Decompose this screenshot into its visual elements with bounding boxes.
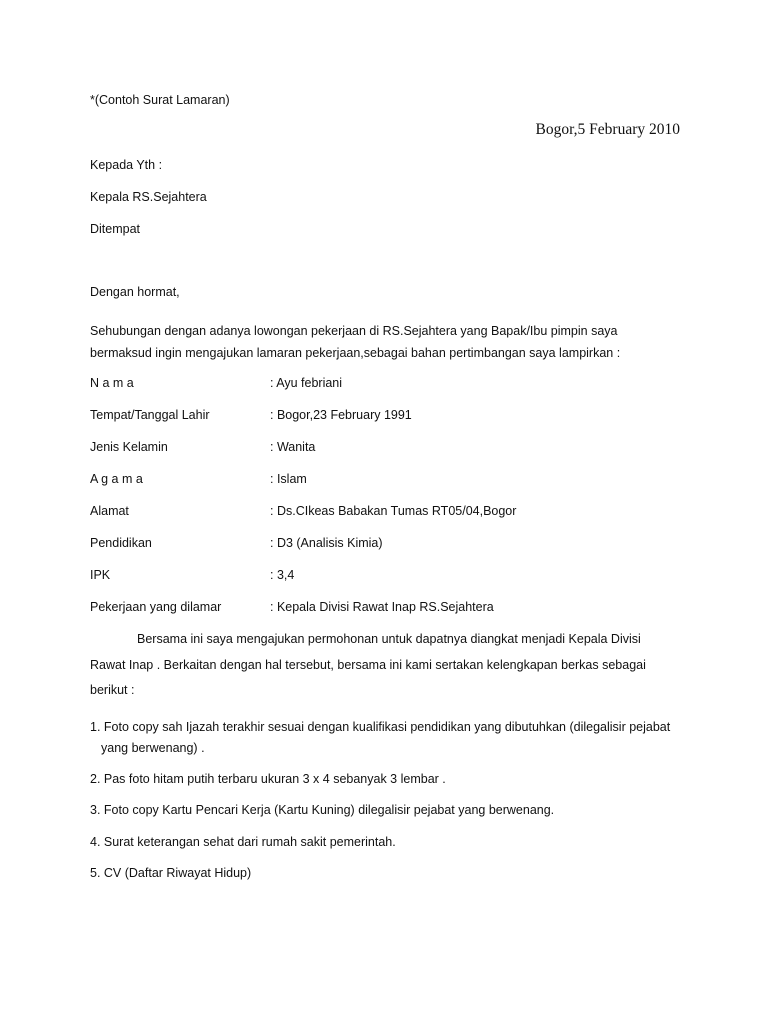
recipient-line: Kepada Yth : — [90, 158, 163, 172]
field-value: : Kepala Divisi Rawat Inap RS.Sejahtera — [270, 600, 494, 614]
field-label: Tempat/Tanggal Lahir — [90, 408, 210, 422]
recipient-line: Kepala RS.Sejahtera — [90, 190, 207, 204]
list-item: 4. Surat keterangan sehat dari rumah sakit pemerintah. — [90, 835, 396, 849]
field-value: : 3,4 — [270, 568, 295, 582]
body-paragraph: Bersama ini saya mengajukan permohonan untuk dapatnya diangkat menjadi Kepala Divisi — [137, 632, 641, 646]
intro-text: bermaksud ingin mengajukan lamaran pekerjaan,sebagai bahan pertimbangan saya lampirkan : — [90, 346, 621, 360]
greeting: Dengan hormat, — [90, 285, 180, 299]
letter-date: Bogor,5 February 2010 — [535, 121, 680, 138]
field-label: A g a m a — [90, 472, 143, 486]
field-label: IPK — [90, 568, 111, 582]
intro-text: Sehubungan dengan adanya lowongan pekerjaan di RS.Sejahtera yang Bapak/Ibu pimpin saya — [90, 324, 618, 338]
body-paragraph: berikut : — [90, 683, 135, 697]
letter-title: *(Contoh Surat Lamaran) — [90, 93, 230, 107]
field-value: : Ds.CIkeas Babakan Tumas RT05/04,Bogor — [270, 504, 517, 518]
field-label: Alamat — [90, 504, 129, 518]
body-paragraph: Rawat Inap . Berkaitan dengan hal tersebut, bersama ini kami sertakan kelengkapan berkas sebagai — [90, 658, 646, 672]
list-item: yang berwenang) . — [101, 741, 205, 755]
recipient-line: Ditempat — [90, 222, 141, 236]
field-value: : Ayu febriani — [270, 376, 343, 390]
list-item: 2. Pas foto hitam putih terbaru ukuran 3 x 4 sebanyak 3 lembar . — [90, 772, 446, 786]
field-label: Pendidikan — [90, 536, 152, 550]
field-value: : Bogor,23 February 1991 — [270, 408, 412, 422]
field-value: : Wanita — [270, 440, 316, 454]
field-value: : Islam — [270, 472, 307, 486]
field-value: : D3 (Analisis Kimia) — [270, 536, 383, 550]
field-label: Jenis Kelamin — [90, 440, 168, 454]
field-label: Pekerjaan yang dilamar — [90, 600, 222, 614]
list-item: 1. Foto copy sah Ijazah terakhir sesuai dengan kualifikasi pendidikan yang dibutuhkan (dilegalisir pejabat — [90, 720, 671, 734]
field-label: N a m a — [90, 376, 134, 390]
list-item: 5. CV (Daftar Riwayat Hidup) — [90, 866, 252, 880]
list-item: 3. Foto copy Kartu Pencari Kerja (Kartu Kuning) dilegalisir pejabat yang berwenang. — [90, 803, 555, 817]
